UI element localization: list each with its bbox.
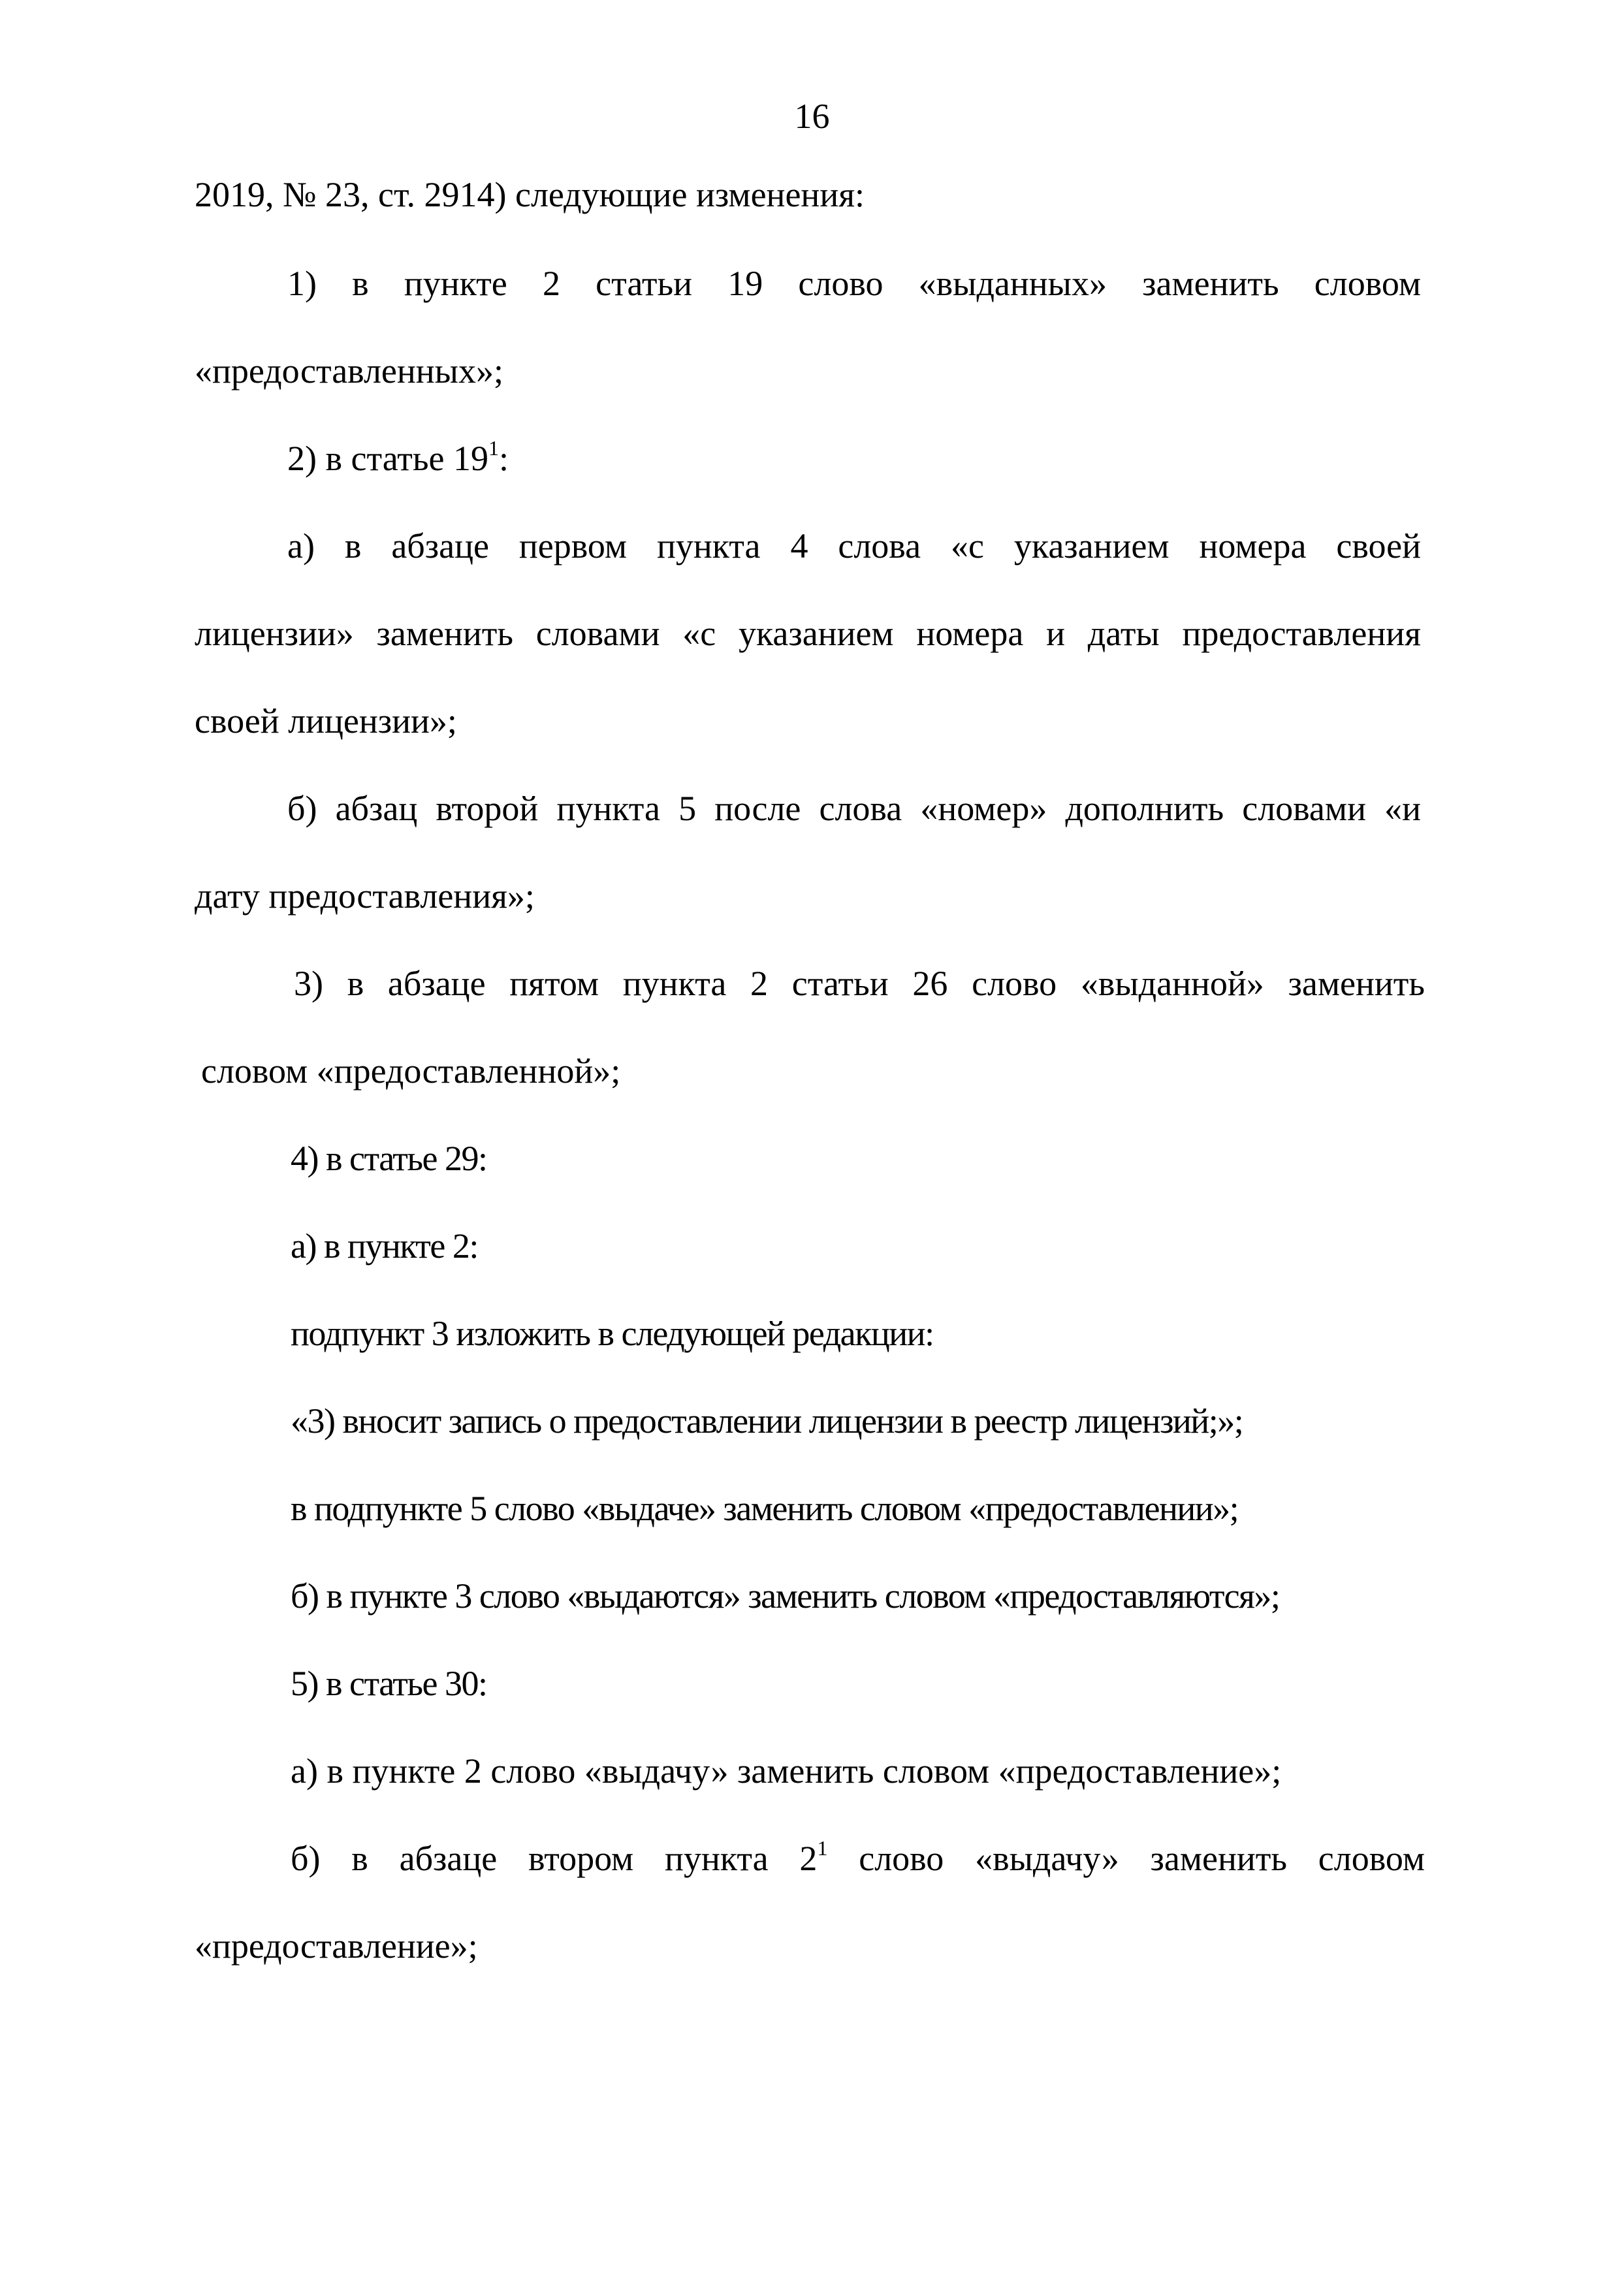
text-line: 4) в статье 29: bbox=[291, 1139, 487, 1178]
text-fragment: : bbox=[498, 439, 509, 478]
text-line: 1) в пункте 2 статьи 19 слово «выданных» заменить словом bbox=[287, 264, 1421, 303]
superscript: 1 bbox=[817, 1836, 828, 1860]
text-fragment: 2) в статье 19 bbox=[287, 439, 488, 478]
text-line: а) в пункте 2: bbox=[291, 1226, 478, 1266]
text-line: а) в пункте 2 слово «выдачу» заменить словом «предоставление»; bbox=[291, 1751, 1282, 1791]
text-line: а) в абзаце первом пункта 4 слова «с указанием номера своей bbox=[287, 526, 1421, 566]
text-line: дату предоставления»; bbox=[195, 876, 535, 916]
text-line: в подпункте 5 слово «выдаче» заменить словом «предоставлении»; bbox=[291, 1489, 1239, 1528]
text-line: «предоставление»; bbox=[195, 1926, 478, 1966]
text-line: подпункт 3 изложить в следующей редакции: bbox=[291, 1314, 934, 1353]
text-line: 3) в абзаце пятом пункта 2 статьи 26 слово «выданной» заменить bbox=[294, 964, 1425, 1003]
text-fragment: слово «выдачу» заменить словом bbox=[827, 1839, 1425, 1878]
text-fragment: б) в абзаце втором пункта 2 bbox=[291, 1839, 818, 1878]
text-line: лицензии» заменить словами «с указанием номера и даты предоставления bbox=[195, 614, 1421, 653]
page-number: 16 bbox=[794, 97, 830, 136]
text-line: 2019, № 23, ст. 2914) следующие изменения: bbox=[195, 175, 865, 214]
text-line: «3) вносит запись о предоставлении лицензии в реестр лицензий;»; bbox=[291, 1401, 1243, 1441]
text-line: 5) в статье 30: bbox=[291, 1664, 487, 1703]
text-line: «предоставленных»; bbox=[195, 351, 503, 390]
text-line: б) в пункте 3 слово «выдаются» заменить словом «предоставляются»; bbox=[291, 1576, 1280, 1616]
text-line: своей лицензии»; bbox=[195, 701, 457, 741]
text-line: б) абзац второй пункта 5 после слова «номер» дополнить словами «и bbox=[287, 789, 1421, 828]
text-line bbox=[291, 1835, 1425, 1882]
text-line bbox=[287, 435, 509, 482]
text-line: словом «предоставленной»; bbox=[201, 1051, 621, 1091]
superscript: 1 bbox=[488, 436, 499, 460]
